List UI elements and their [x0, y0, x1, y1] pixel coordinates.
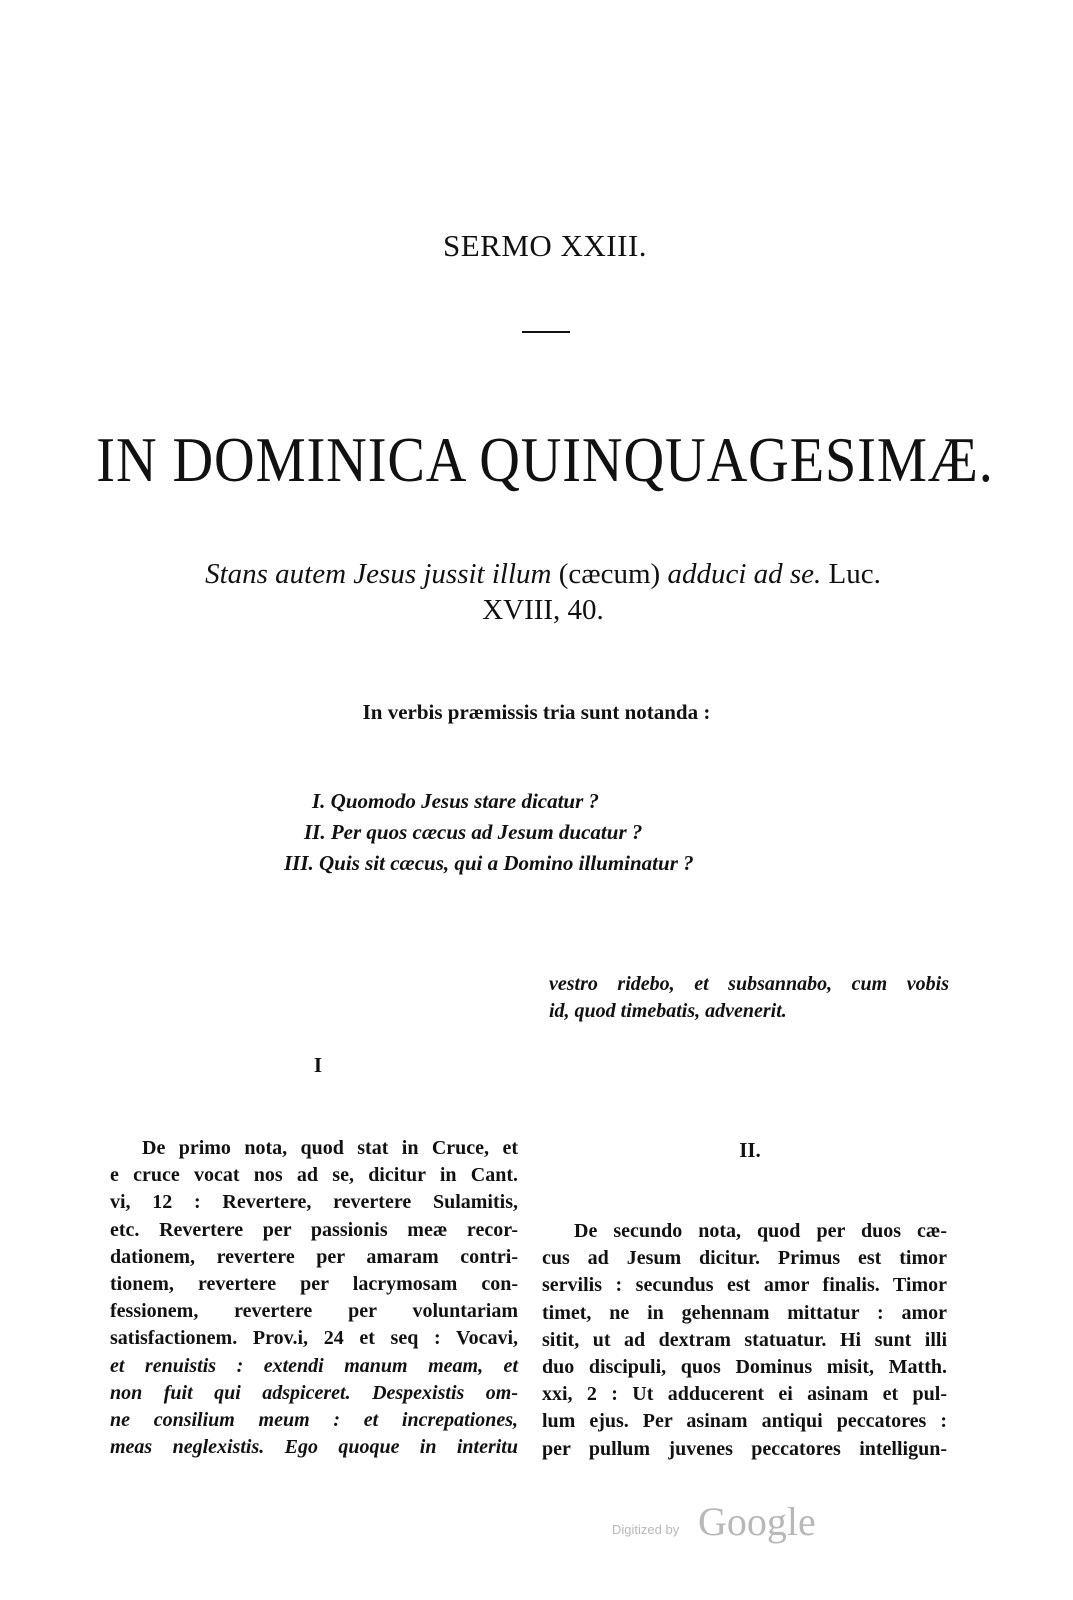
text-line: lum ejus. Per asinam antiqui peccatores :	[542, 1410, 947, 1433]
text-line: dationem, revertere per amaram contri-	[110, 1245, 518, 1268]
text-line: et renuistis : extendi manum meam, et	[110, 1354, 518, 1377]
right-column-continuation	[549, 971, 949, 1025]
left-column	[110, 1135, 518, 1461]
text-line: timet, ne in gehennam mittatur : amor	[542, 1301, 947, 1324]
text-line: satisfactionem. Prov.i, 24 et seq : Vocavi,	[110, 1327, 518, 1350]
text-line: tionem, revertere per lacrymosam con-	[110, 1273, 518, 1296]
text-line: De primo nota, quod stat in Cruce, et	[142, 1137, 518, 1159]
title-divider	[522, 331, 570, 333]
text-line: servilis : secundus est amor finalis. Timor	[542, 1274, 947, 1297]
epigraph	[118, 556, 968, 628]
text-line: e cruce vocat nos ad se, dicitur in Cant.	[110, 1164, 518, 1187]
text-line: sitit, ut ad dextram statuatur. Hi sunt illi	[542, 1328, 947, 1351]
text-line: per pullum juvenes peccatores intelligun-	[542, 1437, 947, 1460]
epigraph-reference: XVIII, 40.	[482, 594, 604, 626]
section-heading-two: II.	[739, 1138, 761, 1162]
text-line: vi, 12 : Revertere, revertere Sulamitis,	[110, 1191, 518, 1214]
right-column	[542, 1218, 947, 1463]
point-item: I. Quomodo Jesus stare dicatur ?	[312, 789, 600, 813]
google-logo: Google	[698, 1499, 816, 1544]
page-title: IN DOMINICA QUINQUAGESIMÆ.	[96, 424, 994, 495]
epigraph-italic-2: adduci ad se.	[667, 558, 822, 590]
digitized-watermark	[612, 1498, 842, 1548]
epigraph-plain-1: (cæcum)	[551, 558, 668, 590]
text-line: cus ad Jesum dicitur. Primus est timor	[542, 1247, 947, 1270]
points-list	[280, 786, 840, 879]
epigraph-plain-2: Luc.	[821, 558, 881, 590]
epigraph-italic-1: Stans autem Jesus jussit illum	[205, 558, 552, 590]
sermon-number: SERMO XXIII.	[442, 228, 648, 263]
text-line: meas neglexistis. Ego quoque in interitu	[110, 1436, 518, 1459]
intro-text: In verbis præmissis tria sunt notanda :	[362, 700, 711, 724]
text-line: duo discipuli, quos Dominus misit, Matth.	[542, 1356, 947, 1379]
digitized-label: Digitized by	[612, 1522, 680, 1537]
text-line: xxi, 2 : Ut adducerent ei asinam et pul-	[542, 1383, 947, 1406]
text-line: ne consilium meum : et increpationes,	[110, 1409, 518, 1432]
point-item: III. Quis sit cæcus, qui a Domino illuminatur ?	[284, 851, 694, 875]
text-line: fessionem, revertere per voluntariam	[110, 1300, 518, 1323]
point-item: II. Per quos cæcus ad Jesum ducatur ?	[304, 820, 643, 844]
text-line: non fuit qui adspiceret. Despexistis om-	[110, 1381, 518, 1404]
text-line: vestro ridebo, et subsannabo, cum vobis	[549, 973, 949, 995]
section-heading-one: I	[313, 1053, 323, 1077]
text-line: id, quod timebatis, advenerit.	[549, 1000, 787, 1023]
text-line: etc. Revertere per passionis meæ recor-	[110, 1218, 518, 1241]
text-line: De secundo nota, quod per duos cæ-	[574, 1220, 947, 1242]
